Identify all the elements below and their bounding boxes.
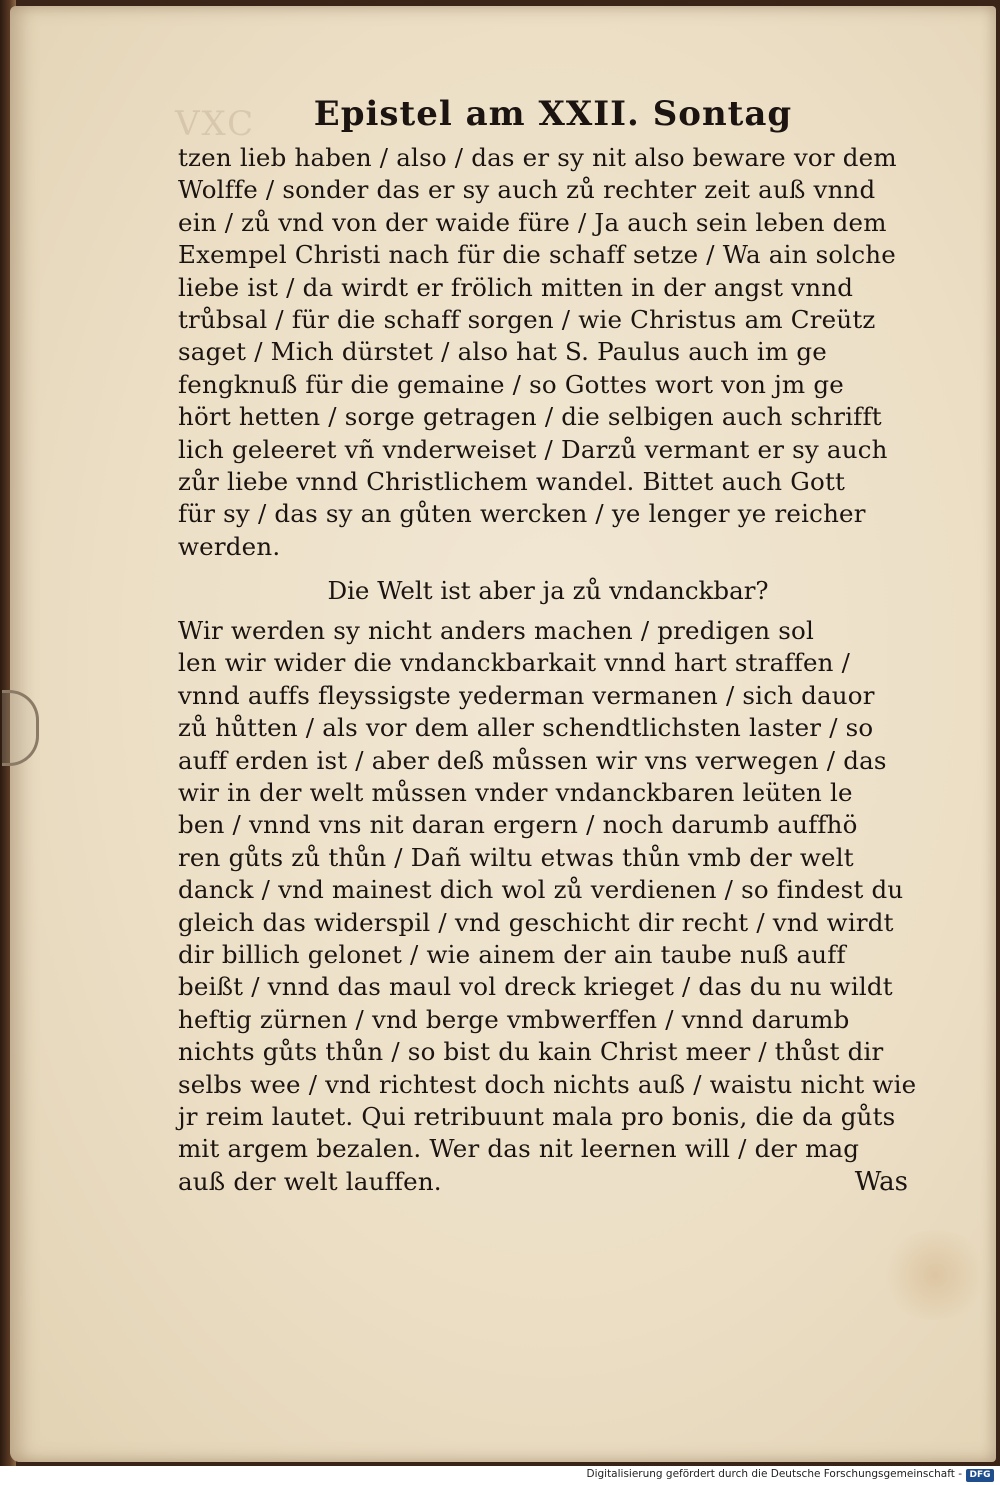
text-line: len wir wider die vndanckbarkait vnnd hart straffen / — [178, 648, 851, 678]
subheading: Die Welt ist aber ja zů vndanckbar? — [327, 576, 769, 606]
text-line: saget / Mich dürstet / also hat S. Paulus auch im ge — [178, 337, 827, 367]
paragraph-2 — [178, 615, 918, 1200]
text-line: jr reim lautet. Qui retribuunt mala pro bonis, die da gůts — [178, 1101, 896, 1131]
paragraph-1 — [178, 142, 918, 563]
text-line: gleich das widerspil / vnd geschicht dir recht / vnd wirdt — [178, 907, 894, 937]
text-line: werden. — [178, 531, 281, 561]
text-line: zůr liebe vnnd Christlichem wandel. Bittet auch Gott — [178, 466, 846, 496]
text-line: für sy / das sy an gůten wercken / ye lenger ye reicher — [178, 499, 866, 529]
text-line: auff erden ist / aber deß můssen wir vns verwegen / das — [178, 745, 887, 775]
text-line: ren gůts zů thůn / Dañ wiltu etwas thůn vmb der welt — [178, 842, 854, 872]
text-line: Wir werden sy nicht anders machen / predigen sol — [178, 616, 814, 646]
running-head: Epistel am XXII. Sontag — [313, 94, 793, 134]
bleed-through-folio: VXC — [175, 104, 256, 144]
text-line: beißt / vnnd das maul vol dreck krieget / das du nu wildt — [178, 972, 893, 1002]
text-line: danck / vnd mainest dich wol zů verdienen / so findest du — [178, 875, 904, 905]
catchword: Was — [854, 1166, 908, 1197]
text-line: dir billich gelonet / wie ainem der ain taube nuß auff — [178, 939, 846, 969]
text-line: wir in der welt můssen vnder vndanckbaren leüten le — [178, 778, 853, 808]
text-block — [178, 88, 918, 1200]
text-line: Wolffe / sonder das er sy auch zů rechter zeit auß vnnd — [178, 175, 876, 205]
text-line: heftig zürnen / vnd berge vmbwerffen / vnnd darumb — [178, 1004, 850, 1034]
text-line: Exempel Christi nach für die schaff setze / Wa ain solche — [178, 240, 896, 270]
text-line: vnnd auffs fleyssigste yederman vermanen / sich dauor — [178, 680, 875, 710]
last-line-row — [178, 1166, 918, 1200]
text-line: selbs wee / vnd richtest doch nichts auß / waistu nicht wie — [178, 1069, 917, 1099]
text-line: fengknuß für die gemaine / so Gottes wort von jm ge — [178, 369, 844, 399]
text-line: liebe ist / da wirdt er frölich mitten in der angst vnnd — [178, 272, 854, 302]
dfg-logo: DFG — [966, 1469, 994, 1482]
funding-credit: Digitalisierung gefördert durch die Deutsche Forschungsgemeinschaft - — [586, 1468, 962, 1480]
text-line: mit argem bezalen. Wer das nit leernen will / der mag — [178, 1134, 860, 1164]
text-line: ein / zů vnd von der waide füre / Ja auch sein leben dem — [178, 207, 887, 237]
text-line: tzen lieb haben / also / das er sy nit also beware vor dem — [178, 143, 897, 172]
text-line: auß der welt lauffen. — [178, 1166, 442, 1196]
text-line: hört hetten / sorge getragen / die selbigen auch schrifft — [178, 402, 882, 432]
digitization-footer — [0, 1466, 1000, 1485]
text-line: trůbsal / für die schaff sorgen / wie Christus am Creütz — [178, 304, 876, 334]
text-line: nichts gůts thůn / so bist du kain Christ meer / thůst dir — [178, 1037, 884, 1067]
text-line: ben / vnnd vns nit daran ergern / noch darumb auffhö — [178, 810, 858, 840]
water-stain — [880, 1230, 990, 1320]
text-line: zů hůtten / als vor dem aller schendtlichsten laster / so — [178, 713, 874, 743]
text-line: lich geleeret vñ vnderweiset / Darzů vermant er sy auch — [178, 434, 888, 464]
